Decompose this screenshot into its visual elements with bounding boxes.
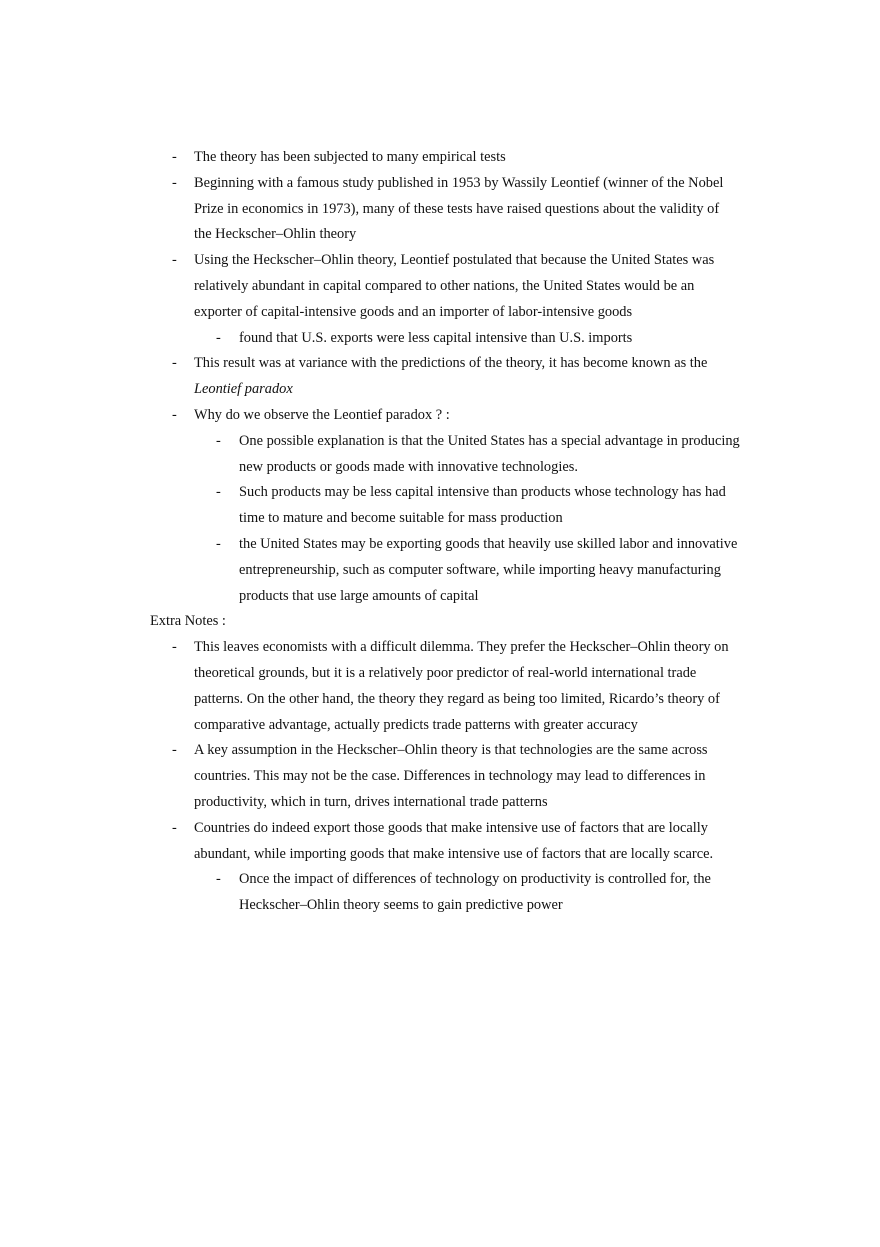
bullet-marker: - (216, 329, 221, 346)
bullet-leontief-postulate (150, 248, 740, 325)
bullet-text: Countries do indeed export those goods that make intensive use of factors that are locally abundant, while importing goods that make intensive use of factors that are locally scarce. (194, 819, 714, 862)
sub-bullet-skilled-labor (150, 532, 740, 609)
bullet-leontief-study (150, 171, 740, 248)
bullet-text: This result was at variance with the predictions of the theory, it has become known as the (194, 355, 708, 372)
bullet-text: Such products may be less capital intensive than products whose technology has had time to mature and become suitable for mass production (239, 484, 726, 527)
extra-notes-heading: Extra Notes : (150, 613, 226, 630)
bullet-text: A key assumption in the Heckscher–Ohlin theory is that technologies are the same across countries. This may not be the case. Differences in technology may lead to differences in productivity, which in turn, drives international trade patterns (194, 742, 708, 810)
bullet-marker: - (172, 252, 177, 269)
bullet-empirical-tests (150, 145, 740, 171)
bullet-economists-dilemma (150, 635, 740, 738)
bullet-marker: - (172, 639, 177, 656)
bullet-text: One possible explanation is that the United States has a special advantage in producing new products or goods made with innovative technologies. (239, 432, 740, 475)
paradox-term: Leontief paradox (194, 381, 293, 398)
bullet-marker: - (172, 406, 177, 423)
sub-bullet-finding (150, 326, 740, 352)
bullet-technology-assumption (150, 738, 740, 815)
bullet-text: Once the impact of differences of technology on productivity is controlled for, the Heckscher–Ohlin theory seems to gain predictive power (239, 871, 711, 914)
bullet-text: the United States may be exporting goods that heavily use skilled labor and innovative entrepreneurship, such as computer software, while importing heavy manufacturing products that use large amounts of capital (239, 535, 738, 604)
bullet-marker: - (172, 355, 177, 372)
bullet-marker: - (172, 819, 177, 836)
bullet-text: This leaves economists with a difficult dilemma. They prefer the Heckscher–Ohlin theory on theoretical grounds, but it is a relatively poor predictor of real-world international trade patterns. On the other hand, the theory they regard as being too limited, Ricardo’s theory of comparative advantage, actually predicts trade patterns with greater accuracy (194, 639, 729, 733)
bullet-text: Using the Heckscher–Ohlin theory, Leontief postulated that because the United States was relatively abundant in capital compared to other nations, the United States would be an exporter of capital-intensive goods and an importer of labor-intensive goods (194, 252, 715, 320)
sub-bullet-predictive-power (150, 867, 740, 919)
bullet-text: found that U.S. exports were less capital intensive than U.S. imports (239, 329, 633, 346)
bullet-marker: - (216, 484, 221, 501)
bullet-marker: - (216, 871, 221, 888)
bullet-text: The theory has been subjected to many empirical tests (194, 149, 506, 165)
sub-bullet-explanation (150, 429, 740, 481)
bullet-marker: - (172, 174, 177, 191)
bullet-text: Why do we observe the Leontief paradox ? : (194, 406, 450, 423)
bullet-factor-abundance (150, 816, 740, 868)
bullet-marker: - (216, 432, 221, 449)
sub-bullet-capital-intensity (150, 480, 740, 532)
notes-content (150, 145, 740, 919)
bullet-text: Beginning with a famous study published in 1953 by Wassily Leontief (winner of the Nobel Prize in economics in 1973), many of these tests have raised questions about the validity of the Heckscher–Ohlin theory (194, 174, 724, 243)
bullet-marker: - (172, 149, 177, 165)
bullet-leontief-paradox (150, 351, 740, 403)
bullet-why-paradox (150, 403, 740, 429)
bullet-marker: - (172, 742, 177, 759)
bullet-marker: - (216, 535, 221, 552)
